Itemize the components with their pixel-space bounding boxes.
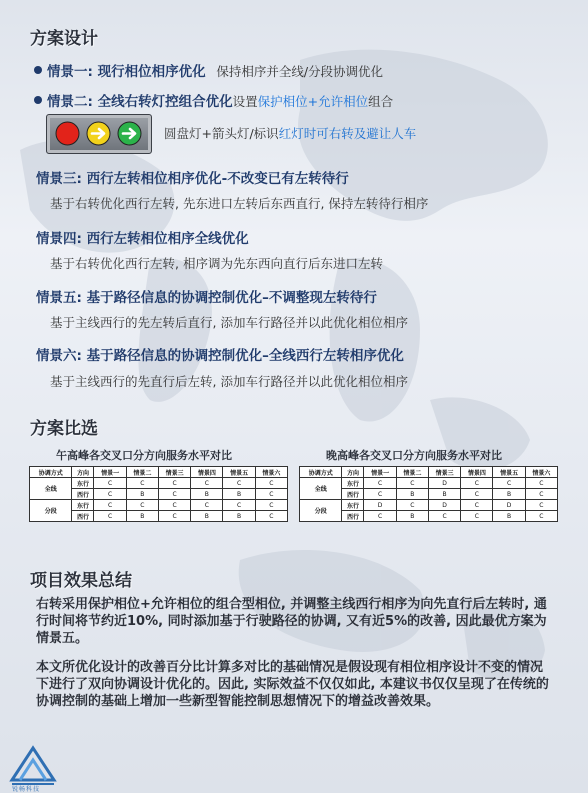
company-logo-text: 锐畅科技 bbox=[12, 786, 41, 793]
service-level-cell: C bbox=[493, 478, 525, 489]
table-header-cell: 情景六 bbox=[255, 467, 287, 478]
noon-service-level-table bbox=[29, 466, 288, 522]
table-header-row bbox=[300, 467, 558, 478]
table-header-cell: 情景六 bbox=[525, 467, 557, 478]
direction-cell: 东行 bbox=[342, 478, 364, 489]
table-header-cell: 情景一 bbox=[364, 467, 396, 478]
table-header-cell: 情景二 bbox=[126, 467, 158, 478]
table-header-cell: 情景三 bbox=[428, 467, 460, 478]
table-header-cell: 情景四 bbox=[191, 467, 223, 478]
scene-3-desc: 基于右转优化西行左转, 先东进口左转后东西直行, 保持左转待行相序 bbox=[50, 196, 429, 211]
summary-title: 项目效果总结 bbox=[30, 571, 132, 591]
service-level-cell: C bbox=[255, 511, 287, 522]
scene-5-desc: 基于主线西行的先左转后直行, 添加车行路径并以此优化相位相序 bbox=[50, 315, 408, 330]
table-row bbox=[30, 478, 288, 489]
coordination-mode-cell: 分段 bbox=[30, 500, 72, 522]
table-header-cell: 情景一 bbox=[94, 467, 126, 478]
service-level-cell: C bbox=[126, 478, 158, 489]
service-level-cell: B bbox=[191, 511, 223, 522]
service-level-cell: C bbox=[525, 500, 557, 511]
service-level-cell: C bbox=[94, 511, 126, 522]
service-level-cell: C bbox=[461, 489, 493, 500]
noon-table-title: 午高峰各交叉口分方向服务水平对比 bbox=[56, 449, 232, 462]
service-level-cell: C bbox=[461, 478, 493, 489]
service-level-cell: C bbox=[158, 489, 190, 500]
signal-caption-highlight: 红灯时可右转及避让人车 bbox=[278, 126, 417, 141]
service-level-cell: B bbox=[223, 489, 255, 500]
service-level-cell: C bbox=[396, 478, 428, 489]
service-level-cell: B bbox=[126, 511, 158, 522]
service-level-cell: C bbox=[364, 478, 396, 489]
service-level-cell: C bbox=[126, 500, 158, 511]
service-level-cell: C bbox=[396, 500, 428, 511]
direction-cell: 西行 bbox=[342, 489, 364, 500]
service-level-cell: C bbox=[525, 478, 557, 489]
yellow-right-arrow-lamp-icon bbox=[86, 121, 111, 146]
table-row bbox=[300, 478, 558, 489]
evening-service-level-table bbox=[299, 466, 558, 522]
direction-cell: 东行 bbox=[342, 500, 364, 511]
coordination-mode-cell: 全线 bbox=[30, 478, 72, 500]
service-level-cell: C bbox=[94, 478, 126, 489]
service-level-cell: C bbox=[364, 511, 396, 522]
service-level-cell: B bbox=[493, 489, 525, 500]
comparison-title: 方案比选 bbox=[30, 419, 98, 439]
red-circle-lamp-icon bbox=[55, 121, 80, 146]
service-level-cell: C bbox=[461, 511, 493, 522]
table-header-row bbox=[30, 467, 288, 478]
scene-6-head: 情景六: 基于路径信息的协调控制优化–全线西行左转相序优化 bbox=[36, 348, 404, 364]
service-level-cell: C bbox=[428, 511, 460, 522]
signal-caption bbox=[164, 124, 416, 142]
direction-cell: 西行 bbox=[342, 511, 364, 522]
service-level-cell: C bbox=[255, 478, 287, 489]
service-level-cell: C bbox=[525, 489, 557, 500]
scene-5-head: 情景五: 基于路径信息的协调控制优化–不调整现左转待行 bbox=[36, 290, 377, 306]
direction-cell: 西行 bbox=[72, 489, 94, 500]
service-level-cell: B bbox=[396, 489, 428, 500]
service-level-cell: C bbox=[461, 500, 493, 511]
table-header-cell: 协调方式 bbox=[300, 467, 342, 478]
table-header-cell: 情景四 bbox=[461, 467, 493, 478]
summary-paragraph-2: 本文所优化设计的改善百分比计算多对比的基础情况是假设现有相位相序设计不变的情况下进行了双向协调设计优化的。因此, 实际效益不仅仅如此, 本建议书仅仅呈现了在传统的协调控制的基础上增加一些新型智能控制思想情况下的增益改善效果。 bbox=[36, 660, 549, 709]
service-level-cell: D bbox=[428, 500, 460, 511]
service-level-cell: C bbox=[255, 500, 287, 511]
service-level-cell: D bbox=[493, 500, 525, 511]
scene-1-head: 情景一: 现行相位相序优化 bbox=[47, 64, 206, 80]
table-header-cell: 情景五 bbox=[223, 467, 255, 478]
service-level-cell: B bbox=[493, 511, 525, 522]
signal-caption-text: 圆盘灯+箭头灯/标识 bbox=[164, 126, 279, 141]
scene-4-desc: 基于右转优化西行左转, 相序调为先东西向直行后东进口左转 bbox=[50, 256, 383, 271]
table-header-cell: 方向 bbox=[72, 467, 94, 478]
coordination-mode-cell: 全线 bbox=[300, 478, 342, 500]
table-header-cell: 情景三 bbox=[158, 467, 190, 478]
plan-design-title: 方案设计 bbox=[30, 29, 98, 49]
coordination-mode-cell: 分段 bbox=[300, 500, 342, 522]
evening-table-title: 晚高峰各交叉口分方向服务水平对比 bbox=[326, 449, 502, 462]
scene-2-head: 情景二: 全线右转灯控组合优化 bbox=[47, 94, 233, 110]
bullet-dot bbox=[34, 66, 42, 74]
direction-cell: 东行 bbox=[72, 478, 94, 489]
scene-6-desc: 基于主线西行的先直行后左转, 添加车行路径并以此优化相位相序 bbox=[50, 374, 408, 389]
service-level-cell: B bbox=[223, 511, 255, 522]
direction-cell: 东行 bbox=[72, 500, 94, 511]
service-level-cell: C bbox=[94, 500, 126, 511]
service-level-cell: B bbox=[126, 489, 158, 500]
service-level-cell: D bbox=[364, 500, 396, 511]
service-level-cell: B bbox=[191, 489, 223, 500]
table-row bbox=[300, 500, 558, 511]
green-right-arrow-lamp-icon bbox=[117, 121, 142, 146]
service-level-cell: C bbox=[255, 489, 287, 500]
service-level-cell: C bbox=[223, 478, 255, 489]
service-level-cell: C bbox=[364, 489, 396, 500]
table-header-cell: 协调方式 bbox=[30, 467, 72, 478]
service-level-cell: C bbox=[158, 500, 190, 511]
scene-2-desc-post: 组合 bbox=[368, 94, 394, 109]
service-level-cell: C bbox=[191, 500, 223, 511]
summary-paragraph-1: 右转采用保护相位+允许相位的组合型相位, 并调整主线西行相序为向先直行后左转时, 通行时间将节约近10%, 同时添加基于行驶路径的协调, 又有近5%的改善, 因此最优方案为情景五。 bbox=[36, 597, 547, 646]
service-level-cell: C bbox=[525, 511, 557, 522]
service-level-cell: D bbox=[428, 478, 460, 489]
traffic-signal-head bbox=[46, 114, 152, 154]
scene-1-line bbox=[34, 60, 383, 80]
service-level-cell: C bbox=[191, 478, 223, 489]
table-header-cell: 方向 bbox=[342, 467, 364, 478]
service-level-cell: C bbox=[158, 511, 190, 522]
bullet-dot bbox=[34, 96, 42, 104]
service-level-cell: C bbox=[94, 489, 126, 500]
scene-2-desc-pre: 设置 bbox=[232, 94, 258, 109]
scene-3-head: 情景三: 西行左转相位相序优化-不改变已有左转待行 bbox=[36, 171, 349, 187]
service-level-cell: C bbox=[158, 478, 190, 489]
table-header-cell: 情景二 bbox=[396, 467, 428, 478]
scene-2-desc-highlight: 保护相位+允许相位 bbox=[257, 94, 369, 109]
direction-cell: 西行 bbox=[72, 511, 94, 522]
table-row bbox=[30, 500, 288, 511]
service-level-cell: B bbox=[396, 511, 428, 522]
service-level-cell: B bbox=[428, 489, 460, 500]
table-header-cell: 情景五 bbox=[493, 467, 525, 478]
scene-1-desc: 保持相序并全线/分段协调优化 bbox=[216, 64, 384, 79]
scene-4-head: 情景四: 西行左转相位相序全线优化 bbox=[36, 231, 249, 247]
scene-2-line bbox=[34, 90, 393, 110]
service-level-cell: C bbox=[223, 500, 255, 511]
